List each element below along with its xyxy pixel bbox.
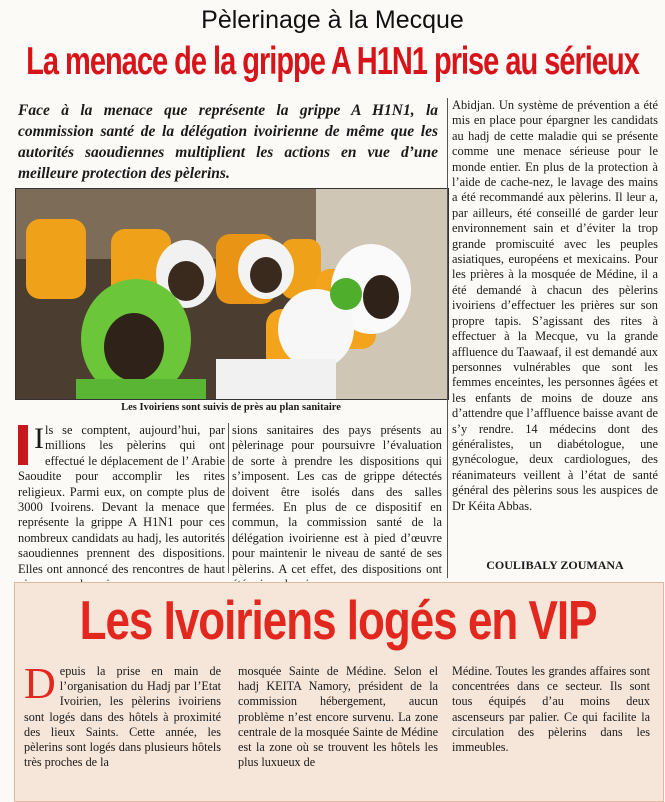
- section-kicker: Pèlerinage à la Mecque: [201, 6, 464, 34]
- photo-caption: Les Ivoiriens sont suivis de près au plan sanitaire: [121, 402, 341, 413]
- secondary-column-1-text: epuis la prise en main de l’organisation du Hadj par l’Etat Ivoirien, les pèlerins ivoiriens sont logés dans des hôtels à proximité des lieux Saints. Cette année, les pèlerins sont logés dans plusieurs hôtels très proches de la: [24, 664, 221, 770]
- pilgrims-photo-illustration: [16, 189, 448, 399]
- article-column-1: [18, 423, 225, 592]
- author-byline: COULIBALY ZOUMANA: [486, 558, 624, 572]
- main-headline: La menace de la grippe A H1N1 prise au sérieux: [26, 40, 639, 84]
- secondary-column-2: mosquée Sainte de Médine. Selon el hadj KEITA Namory, président de la commission hébergement, aucun problème n’est encore survenu. La zone centrale de la mosquée Sainte de Médine est la zone où se trouvent les hôtels les plus luxueux de: [238, 664, 438, 770]
- secondary-column-1: [24, 659, 221, 770]
- secondary-dropcap: D: [24, 659, 56, 708]
- column-divider: [228, 423, 229, 573]
- dropcap-marker: [18, 425, 28, 465]
- secondary-headline: Les Ivoiriens logés en VIP: [79, 590, 597, 652]
- column-1-text: ls se comptent, aujourd’hui, par millions les pèlerins qui ont effectué le déplacement de l’ Arabie Saoudite pour accomplir les rites religieux. Parmi eux, on compte plus de 3000 Ivoirens. Devant la menace que représente la grippe A H1N1 pour ces nombreux candidats au hadj, les autorités saoudiennes prennent des dispositions. Elles ont annoncé des rencontres de haut: [18, 423, 225, 576]
- article-column-3: Abidjan. Un système de prévention a été mis en place pour épargner les candidats au hadj de cette maladie qui se présente comme une menace sérieuse pour le monde entier. En plus de la protection à l’aide de cache-nez, le lavage des mains a été recommandé aux pèlerins. Il leur a, par ailleurs, été conseillé de garder leur environnement sain et d’éviter la trop grande promiscuité avec les peuples asiatiques, européens et mexicains. Pour les prières à la mosquée de Médine, il a été demandé à chacun des pèlerins ivoiriens d’effectuer les prières sur son propre tapis. S’agissant des rites à effectuer à la Mecque, vu la grande affluence du Taawaaf, il est demandé aux personnes vulnérables que sont les femmes enceintes, les personnes âgées et les enfants de moins de douze ans d’attendre que l’affluence baisse avant de s’y rendre. 14 médecins dont des généralistes, un diabétologue, une gynécologue, deux cardiologues, des réanimateurs veillent à l’état de santé général des pèlerins sous les auspices de Dr Kéita Abbas.: [452, 98, 658, 513]
- column-divider: [447, 98, 448, 578]
- article-lead: Face à la menace que représente la grippe A H1N1, la commission santé de la délégation ivoirienne de même que les autorités saoudiennes multiplient les actions en vue d’une meilleure protection des pèlerins.: [18, 102, 438, 182]
- column-1-dropcap: I: [34, 422, 44, 455]
- article-column-2: sions sanitaires des pays présents au pèlerinage pour poursuivre l’évaluation de sorte à prendre les dispositions qui s’imposent. Les cas de grippe détectés doivent être isolés dans des salles fermées. En plus de ce dispositif en commun, la commission santé de la délégation ivoirienne est à pied d’œuvre pour maintenir le niveau de santé de ses pèlerins. A cet effet, des dispositions ont: [232, 423, 442, 576]
- article-photo: [15, 188, 449, 400]
- secondary-column-3: Médine. Toutes les grandes affaires sont concentrées dans ce secteur. Ils sont tous équipés d’au moins deux ascenseurs par palier. Ce qui facilite la circulation des pèlerins dans les immeubles.: [452, 664, 650, 755]
